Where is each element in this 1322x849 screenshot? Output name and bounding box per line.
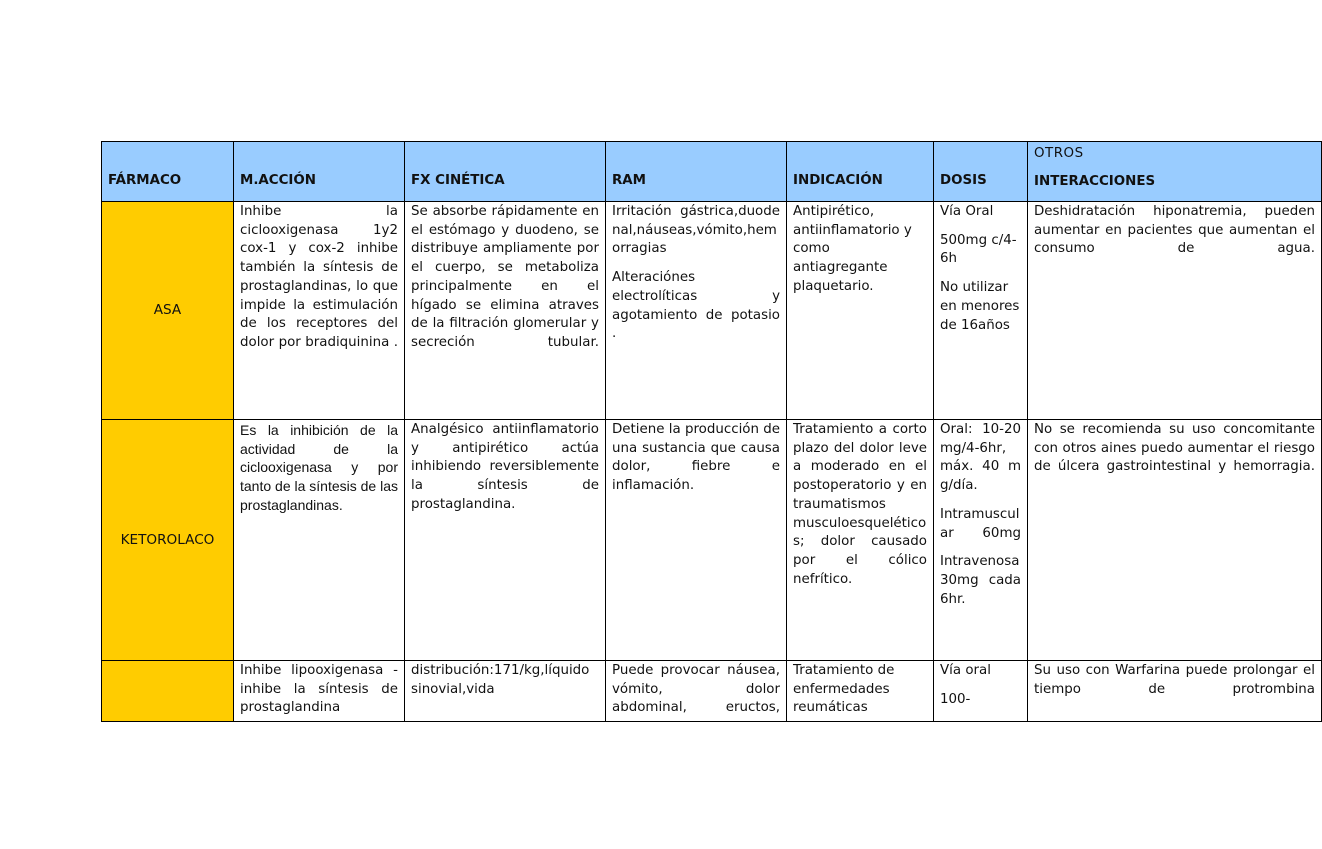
table-row [102,202,1322,420]
dosis-text-1: Oral: 10-20 mg/4-6hr, máx. 40 mg/día. [940,422,1021,494]
indicacion-text: Tratamiento a corto plazo del dolor leve a moderado en el postoperatorio y en traumatismos musculoesqueléticos; dolor causado por el cólico nefrítico. [793,422,927,587]
indicacion-cell [787,420,934,661]
ram-text: Puede provocar náusea, vómito, dolor abdominal, eructos, [612,663,780,716]
interacciones-cell [1028,661,1322,722]
table-row [102,661,1322,722]
ram-cell [606,420,787,661]
header-otros: OTROS [1034,146,1084,161]
header-row [102,142,1322,202]
mecanismo-accion-text: Inhibe lipooxigenasa - inhibe la síntesis de prostaglandina [240,663,398,716]
ram-text-1: Irritación gástrica,duodenal,náuseas,vómito,hemorragias [612,204,780,257]
mecanismo-accion-text: Inhibe la ciclooxigenasa 1y2 cox-1 y cox-2 inhibe también la síntesis de prostaglandinas, lo que impide la estimulación de los receptores del dolor por bradiquinina . [240,204,398,350]
fx-cinetica-cell [405,420,606,661]
header-indicacion: INDICACIÓN [787,142,934,202]
interacciones-cell [1028,420,1322,661]
fx-cinetica-text: Analgésico antiinflamatorio y antipirético actúa inhibiendo reversiblemente la síntesis de prostaglandina. [411,422,599,512]
drug-name: KETOROLACO [120,531,215,548]
dosis-text-3: No utilizar en menores de 16años [940,280,1020,333]
mecanismo-accion-cell [234,661,405,722]
drug-name-cell [102,420,234,661]
header-interacciones: INTERACCIONES [1034,174,1156,189]
mecanismo-accion-text: Es la inhibición de la actividad de la ciclooxigenasa y por tanto de la síntesis de las prostaglandinas. [240,422,398,513]
dosis-cell [934,202,1028,420]
indicacion-cell [787,202,934,420]
fx-cinetica-text: Se absorbe rápidamente en el estómago y duodeno, se distribuye ampliamente por el cuerpo, se metaboliza principalmente en el hígado se elimina atraves de la filtración glomerular y secreción tubular. [411,204,599,350]
interacciones-text: Su uso con Warfarina puede prolongar el tiempo de protrombina [1034,663,1315,697]
header-mecanismo-accion: M.ACCIÓN [234,142,405,202]
fx-cinetica-text: distribución:171/kg,líquido sinovial,vida [411,663,590,697]
interacciones-cell [1028,202,1322,420]
dosis-text-2: Intramuscular 60mg [940,506,1021,541]
indicacion-text: Tratamiento de enfermedades reumáticas [793,663,895,716]
drug-name-cell [102,661,234,722]
ram-text-2: Alteraciónes electrolíticas y agotamiento de potasio . [612,270,780,342]
drug-name-cell [102,202,234,420]
table-row [102,420,1322,661]
dosis-cell [934,661,1028,722]
drug-table [101,141,1322,722]
dosis-text-1: Vía oral [940,663,991,678]
interacciones-text: No se recomienda su uso concomitante con otros aines puedo aumentar el riesgo de úlcera gastrointestinal y hemorragia. [1034,422,1315,475]
dosis-cell [934,420,1028,661]
dosis-text-1: Vía Oral [940,204,994,219]
ram-text: Detiene la producción de una sustancia que causa dolor, fiebre e inflamación. [612,422,780,494]
mecanismo-accion-cell [234,202,405,420]
header-fx-cinetica: FX CINÉTICA [405,142,606,202]
drug-name: ASA [153,302,182,319]
ram-cell [606,202,787,420]
interacciones-text: Deshidratación hiponatremia, pueden aumentar en pacientes que aumentan el consumo de agua. [1034,204,1315,257]
indicacion-text: Antipirético, antiinflamatorio y como antiagregante plaquetario. [793,204,912,294]
fx-cinetica-cell [405,661,606,722]
header-otros-interacciones [1028,142,1322,202]
ram-cell [606,661,787,722]
header-dosis: DOSIS [934,142,1028,202]
fx-cinetica-cell [405,202,606,420]
dosis-text-2: 100- [940,691,971,707]
header-ram: RAM [606,142,787,202]
drug-table-container [101,141,1315,725]
dosis-text-3: Intravenosa 30mg cada 6hr. [940,554,1021,607]
header-farmaco: FÁRMACO [102,142,234,202]
indicacion-cell [787,661,934,722]
mecanismo-accion-cell [234,420,405,661]
dosis-text-2: 500mg c/4-6h [940,232,1017,267]
